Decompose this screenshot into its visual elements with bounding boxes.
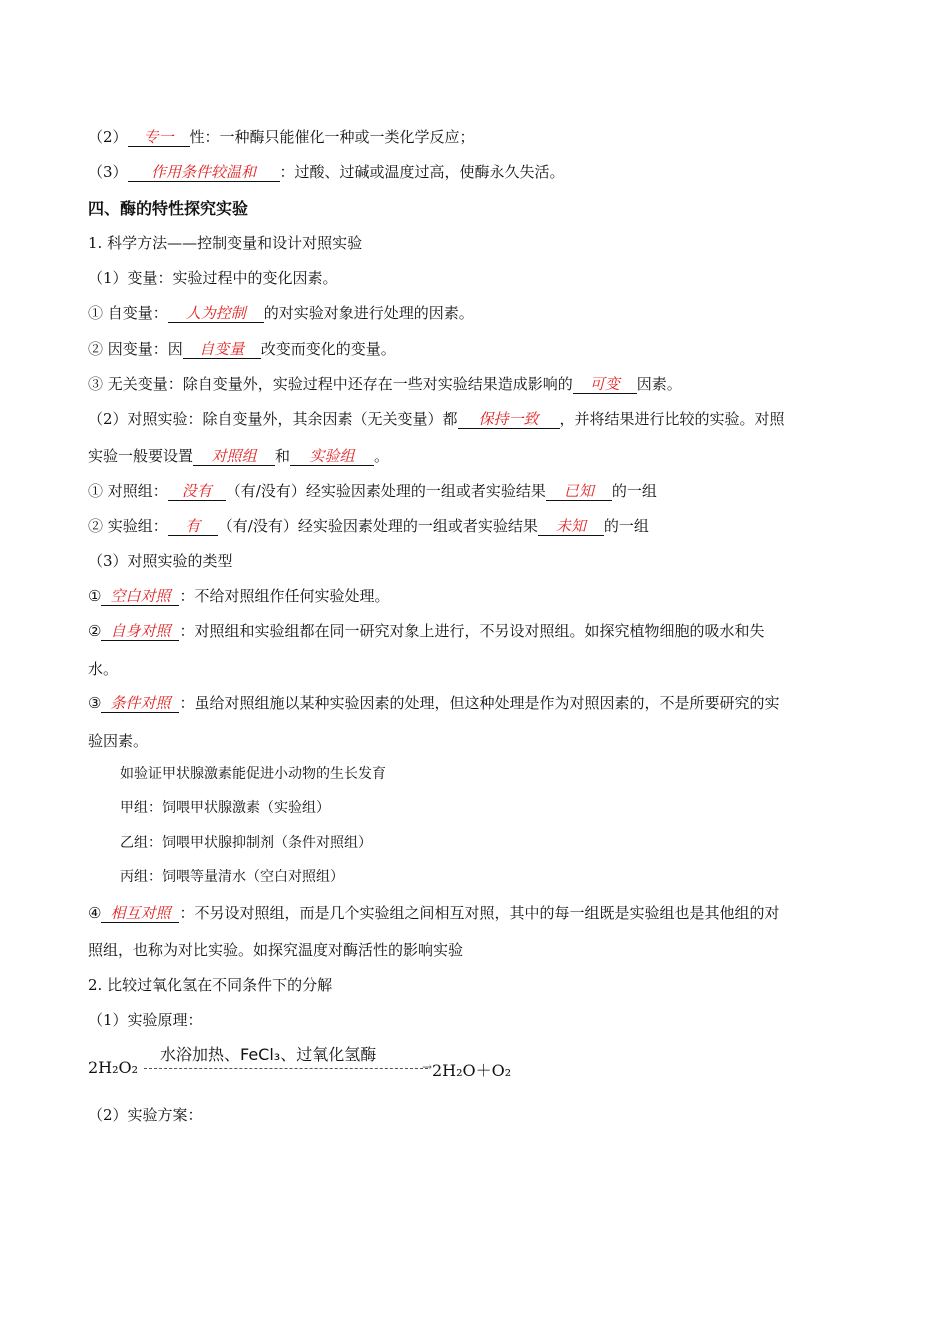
text-line: （2） 专一 性：一种酶只能催化一种或一类化学反应；	[88, 128, 475, 146]
answer-blank: 条件对照	[101, 694, 179, 713]
reactant: 2H₂O₂	[88, 1058, 139, 1077]
answer-blank: 没有	[168, 482, 226, 501]
answer-blank: 未知	[538, 517, 604, 536]
text-line: ① 对照组： 没有 （有/没有）经实验因素处理的一组或者实验结果 已知 的一组	[88, 482, 657, 500]
answer-blank: 自身对照	[101, 622, 179, 641]
text-line: （2）实验方案：	[88, 1106, 203, 1124]
text-line: 2. 比较过氧化氢在不同条件下的分解	[88, 976, 333, 994]
answer-blank: 保持一致	[458, 410, 560, 429]
example-line: 甲组：饲喂甲状腺激素（实验组）	[120, 800, 330, 816]
text-line: （2）对照实验：除自变量外，其余因素（无关变量）都 保持一致 ，并将结果进行比较的实验。对照	[88, 410, 785, 428]
reaction-arrow	[144, 1068, 428, 1069]
reaction-equation	[88, 1042, 528, 1082]
example-line: 丙组：饲喂等量清水（空白对照组）	[120, 869, 344, 885]
text-line: ② 自身对照 ：对照组和实验组都在同一研究对象上进行，不另设对照组。如探究植物细胞的吸水和失	[88, 622, 765, 640]
answer-blank: 可变	[573, 375, 637, 394]
text-line: ② 实验组： 有 （有/没有）经实验因素处理的一组或者实验结果 未知 的一组	[88, 517, 649, 535]
arrow-head-icon: →	[422, 1060, 433, 1074]
answer-blank: 实验组	[290, 447, 374, 466]
text-line: （3）对照实验的类型	[88, 552, 233, 570]
text-line: ③ 无关变量：除自变量外，实验过程中还存在一些对实验结果造成影响的 可变 因素。	[88, 375, 682, 393]
text-line: （1）实验原理：	[88, 1011, 203, 1029]
answer-blank: 作用条件较温和	[128, 163, 280, 182]
answer-blank: 已知	[546, 482, 612, 501]
text-line: 照组，也称为对比实验。如探究温度对酶活性的影响实验	[88, 941, 464, 959]
answer-blank: 空白对照	[101, 587, 179, 606]
answer-blank: 自变量	[183, 340, 261, 359]
text-line: ① 空白对照 ：不给对照组作任何实验处理。	[88, 587, 390, 605]
example-line: 乙组：饲喂甲状腺抑制剂（条件对照组）	[120, 835, 372, 851]
example-line: 如验证甲状腺激素能促进小动物的生长发育	[120, 766, 386, 782]
text-line: 实验一般要设置 对照组 和 实验组 。	[88, 447, 390, 465]
answer-blank: 有	[168, 517, 218, 536]
text-line: 水。	[88, 660, 119, 678]
text-line: （3） 作用条件较温和 ：过酸、过碱或温度过高，使酶永久失活。	[88, 163, 565, 181]
answer-blank: 专一	[128, 128, 190, 147]
text-line: 1. 科学方法——控制变量和设计对照实验	[88, 234, 363, 252]
answer-blank: 相互对照	[101, 904, 179, 923]
reaction-conditions: 水浴加热、FeCl₃、过氧化氢酶	[160, 1045, 377, 1064]
text-line: ④ 相互对照 ：不另设对照组，而是几个实验组之间相互对照，其中的每一组既是实验组也是其他组的对	[88, 904, 780, 922]
answer-blank: 对照组	[193, 447, 275, 466]
products: 2H₂O＋O₂	[432, 1061, 512, 1080]
text-line: ② 因变量：因 自变量 改变而变化的变量。	[88, 340, 396, 358]
answer-blank: 人为控制	[168, 304, 264, 323]
section-heading: 四、酶的特性探究实验	[88, 199, 249, 218]
text-line: （1）变量：实验过程中的变化因素。	[88, 269, 338, 287]
text-line: ③ 条件对照 ：虽给对照组施以某种实验因素的处理，但这种处理是作为对照因素的，不是所要研究的实	[88, 694, 780, 712]
text-line: 验因素。	[88, 732, 149, 750]
text-line: ① 自变量： 人为控制 的对实验对象进行处理的因素。	[88, 304, 474, 322]
